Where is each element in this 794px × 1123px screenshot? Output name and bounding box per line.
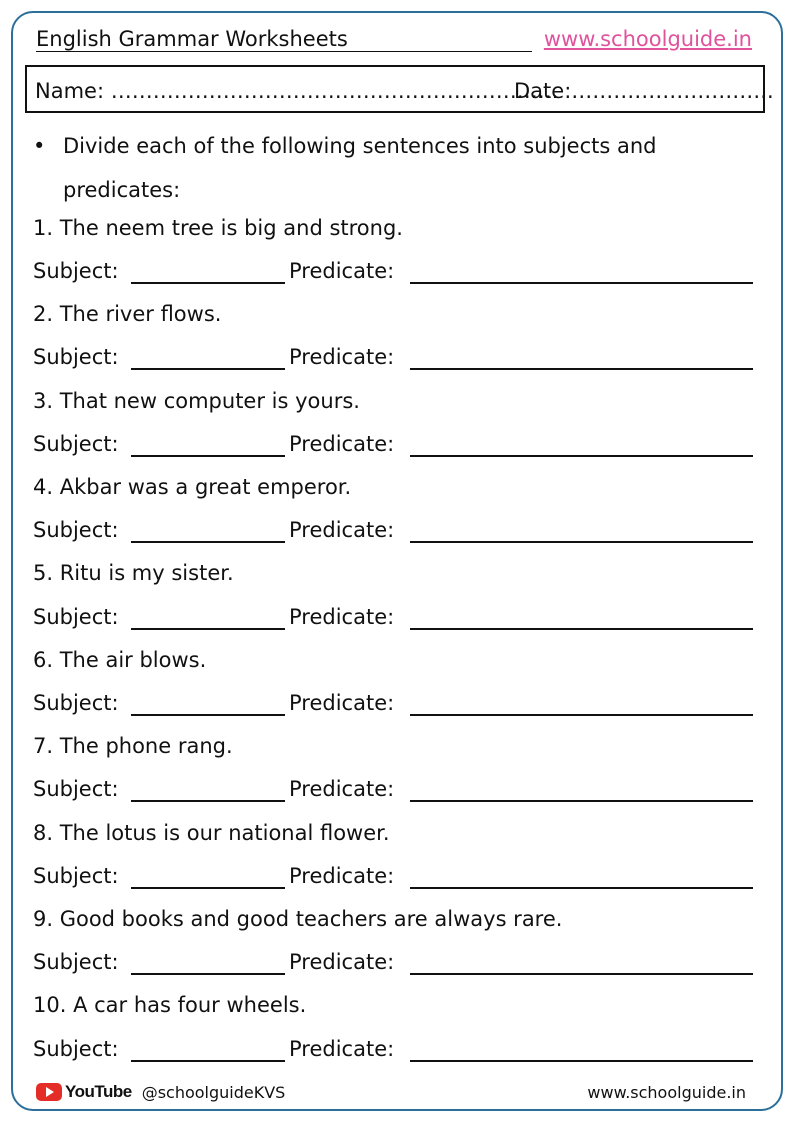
predicate-label: Predicate:	[289, 691, 395, 715]
subject-label: Subject:	[33, 432, 119, 456]
question-10: 10. A car has four wheels.	[33, 993, 307, 1017]
subject-label: Subject:	[33, 950, 119, 974]
question-5: 5. Ritu is my sister.	[33, 561, 234, 585]
date-field[interactable]: Date:………………………..	[514, 79, 774, 103]
subject-label: Subject:	[33, 518, 119, 542]
predicate-blank[interactable]	[410, 714, 753, 716]
subject-blank[interactable]	[131, 714, 285, 716]
predicate-label: Predicate:	[289, 777, 395, 801]
predicate-blank[interactable]	[410, 541, 753, 543]
answer-row-9	[33, 949, 755, 979]
predicate-label: Predicate:	[289, 432, 395, 456]
subject-blank[interactable]	[131, 368, 285, 370]
predicate-label: Predicate:	[289, 518, 395, 542]
subject-blank[interactable]	[131, 800, 285, 802]
website-link[interactable]: www.schoolguide.in	[543, 27, 752, 51]
predicate-blank[interactable]	[410, 628, 753, 630]
subject-blank[interactable]	[131, 887, 285, 889]
answer-row-8	[33, 863, 755, 893]
answer-row-2	[33, 344, 755, 374]
subject-label: Subject:	[33, 777, 119, 801]
name-date-box	[25, 65, 774, 113]
subject-blank[interactable]	[131, 541, 285, 543]
question-4: 4. Akbar was a great emperor.	[33, 475, 352, 499]
predicate-blank[interactable]	[410, 973, 753, 975]
predicate-label: Predicate:	[289, 345, 395, 369]
subject-blank[interactable]	[131, 455, 285, 457]
subject-blank[interactable]	[131, 282, 285, 284]
predicate-blank[interactable]	[410, 455, 753, 457]
predicate-blank[interactable]	[410, 282, 753, 284]
subject-label: Subject:	[33, 864, 119, 888]
question-7: 7. The phone rang.	[33, 734, 233, 758]
answer-row-1	[33, 258, 755, 288]
instruction	[33, 124, 733, 212]
answer-row-3	[33, 431, 755, 461]
answer-row-4	[33, 517, 755, 547]
bullet-icon: •	[33, 134, 46, 158]
name-field[interactable]: Name: ……………………………………………………….	[35, 79, 559, 103]
answer-row-5	[33, 604, 755, 634]
subject-label: Subject:	[33, 605, 119, 629]
predicate-blank[interactable]	[410, 800, 753, 802]
predicate-blank[interactable]	[410, 887, 753, 889]
predicate-label: Predicate:	[289, 1037, 395, 1061]
predicate-label: Predicate:	[289, 605, 395, 629]
answer-row-6	[33, 690, 755, 720]
subject-blank[interactable]	[131, 1060, 285, 1062]
instruction-text: Divide each of the following sentences into subjects and predicates:	[63, 134, 657, 202]
question-6: 6. The air blows.	[33, 648, 207, 672]
question-8: 8. The lotus is our national flower.	[33, 821, 390, 845]
subject-label: Subject:	[33, 259, 119, 283]
footer-website[interactable]: www.schoolguide.in	[587, 1083, 746, 1102]
question-3: 3. That new computer is yours.	[33, 389, 360, 413]
question-2: 2. The river flows.	[33, 302, 222, 326]
predicate-blank[interactable]	[410, 1060, 753, 1062]
predicate-label: Predicate:	[289, 864, 395, 888]
predicate-label: Predicate:	[289, 259, 395, 283]
subject-label: Subject:	[33, 691, 119, 715]
question-1: 1. The neem tree is big and strong.	[33, 216, 403, 240]
youtube-wordmark: YouTube	[65, 1082, 132, 1101]
youtube-handle[interactable]: @schoolguideKVS	[141, 1082, 286, 1102]
subject-blank[interactable]	[131, 973, 285, 975]
answer-row-7	[33, 776, 755, 806]
youtube-credit[interactable]	[36, 1081, 285, 1103]
predicate-label: Predicate:	[289, 950, 395, 974]
worksheet-title: English Grammar Worksheets	[36, 26, 532, 52]
youtube-logo-icon	[36, 1083, 62, 1101]
answer-row-10	[33, 1036, 755, 1066]
subject-blank[interactable]	[131, 628, 285, 630]
subject-label: Subject:	[33, 1037, 119, 1061]
subject-label: Subject:	[33, 345, 119, 369]
question-9: 9. Good books and good teachers are always rare.	[33, 907, 563, 931]
predicate-blank[interactable]	[410, 368, 753, 370]
header	[36, 26, 752, 54]
